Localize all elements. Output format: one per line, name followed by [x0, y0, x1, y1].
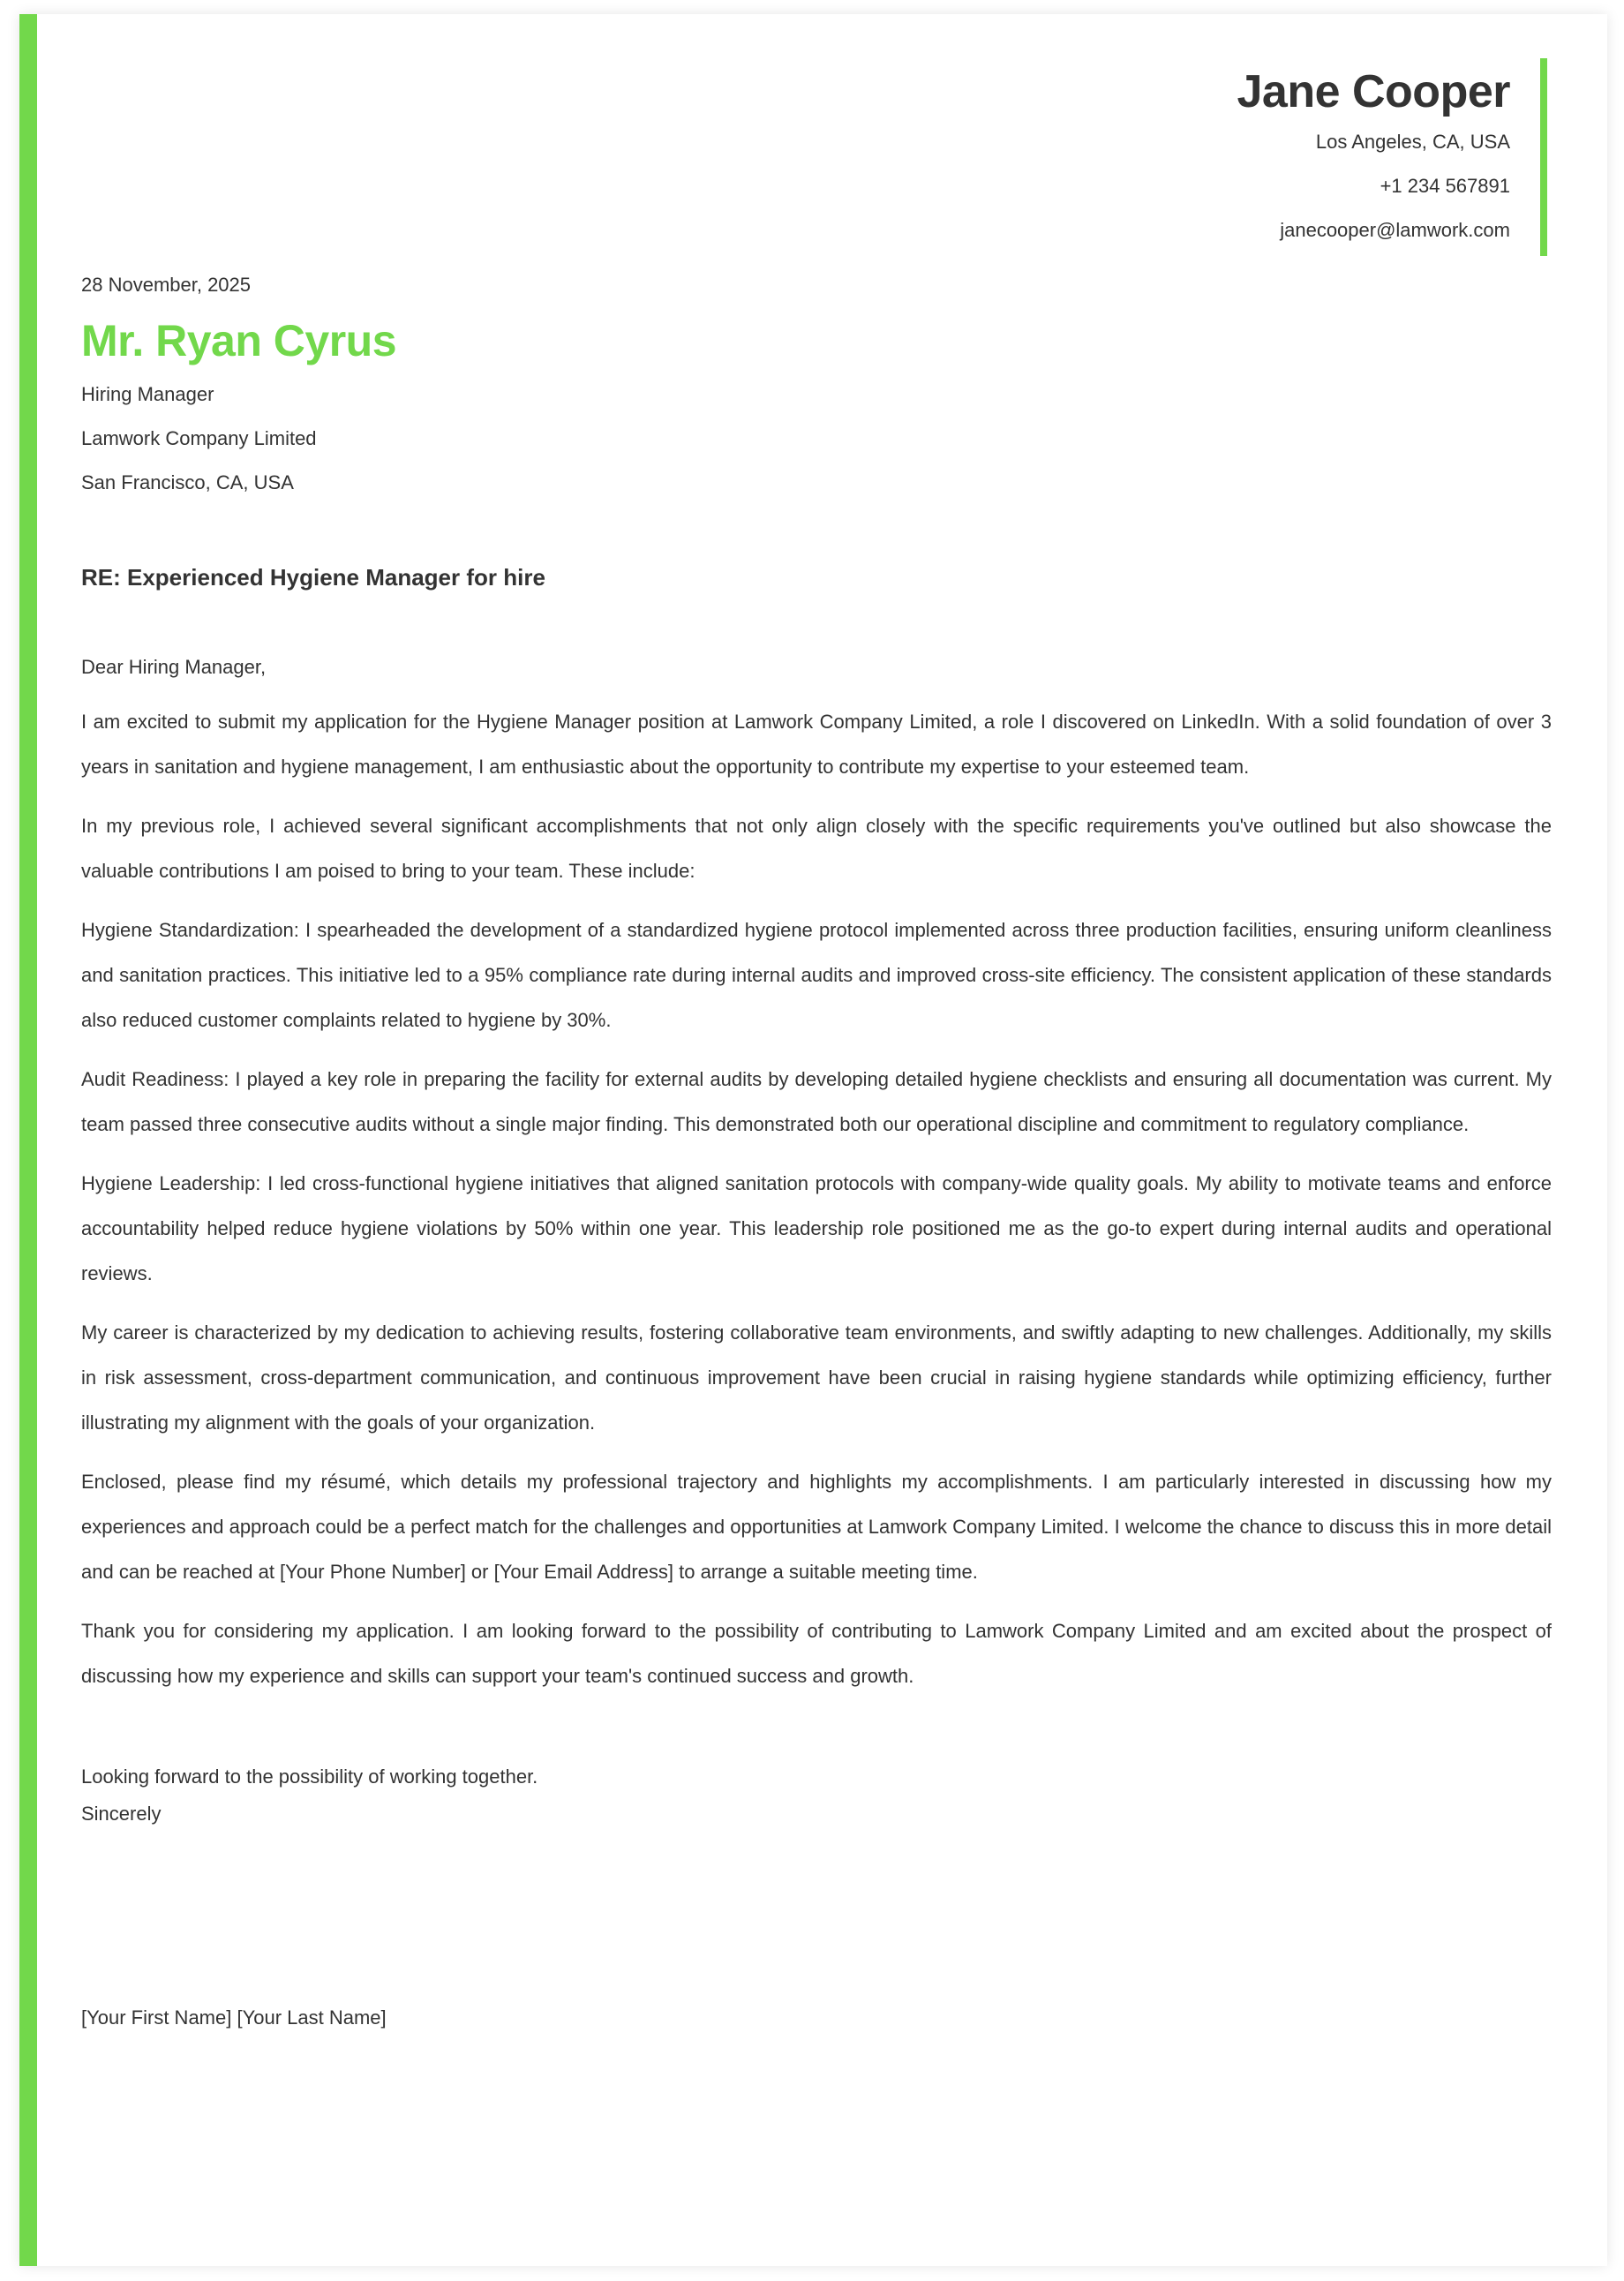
letter-page [19, 14, 1607, 2266]
paragraph-intro: I am excited to submit my application for the Hygiene Manager position at Lamwork Company Limited, a role I discovered on LinkedIn. With a solid foundation of over 3 years in sanitation and hygiene management, I am enthusiastic about the opportunity to contribute my expertise to your esteemed team. [81, 711, 1552, 778]
recipient-name: Mr. Ryan Cyrus [81, 316, 397, 365]
recipient-location: San Francisco, CA, USA [81, 471, 294, 493]
paragraph-audit-readiness: Audit Readiness: I played a key role in preparing the facility for external audits by developing detailed hygiene checklists and ensuring all documentation was current. My team passed three consecutive audits without a single major finding. This demonstrated both our operational discipline and commitment to regulatory compliance. [81, 1068, 1552, 1135]
letter-subject: RE: Experienced Hygiene Manager for hire [81, 564, 545, 591]
sender-name: Jane Cooper [1237, 66, 1510, 117]
sign-off: Sincerely [81, 1803, 162, 1825]
sender-phone: +1 234 567891 [1380, 175, 1510, 197]
closing-block [81, 1755, 1552, 1829]
paragraph-hygiene-standardization: Hygiene Standardization: I spearheaded the development of a standardized hygiene protocol implemented across three production facilities, ensuring uniform cleanliness and sanitation practices. This initiative led to a 95% compliance rate during internal audits and improved cross-site efficiency. The consistent application of these standards also reduced customer complaints related to hygiene by 30%. [81, 919, 1552, 1031]
recipient-title: Hiring Manager [81, 383, 214, 405]
sender-email: janecooper@lamwork.com [1280, 219, 1510, 241]
recipient-company: Lamwork Company Limited [81, 427, 317, 449]
sender-header [1237, 58, 1547, 256]
closing-line: Looking forward to the possibility of working together. [81, 1765, 538, 1788]
letter-date: 28 November, 2025 [81, 274, 252, 296]
paragraph-thank-you: Thank you for considering my application. I am looking forward to the possibility of contributing to Lamwork Company Limited and am excited about the prospect of discussing how my experience and skills can support your team's continued success and growth. [81, 1620, 1552, 1687]
letter-body [81, 270, 1552, 2036]
paragraph-hygiene-leadership: Hygiene Leadership: I led cross-functional hygiene initiatives that aligned sanitation protocols with company-wide quality goals. My ability to motivate teams and enforce accountability helped reduce hygiene violations by 50% within one year. This leadership role positioned me as the go-to expert during internal audits and operational reviews. [81, 1172, 1552, 1284]
paragraph-accomplishments: In my previous role, I achieved several significant accomplishments that not only align closely with the specific requirements you've outlined but also showcase the valuable contributions I am poised to bring to your team. These include: [81, 815, 1552, 882]
paragraph-enclosed: Enclosed, please find my résumé, which details my professional trajectory and highlights my accomplishments. I am particularly interested in discussing how my experiences and approach could be a perfect match for the challenges and opportunities at Lamwork Company Limited. I welcome the chance to discuss this in more detail and can be reached at [Your Phone Number] or [Your Email Address] to arrange a suitable meeting time. [81, 1471, 1552, 1583]
paragraph-career: My career is characterized by my dedication to achieving results, fostering collaborative team environments, and swiftly adapting to new challenges. Additionally, my skills in risk assessment, cross-department communication, and continuous improvement have been crucial in raising hygiene standards while optimizing efficiency, further illustrating my alignment with the goals of your organization. [81, 1321, 1552, 1434]
sender-location: Los Angeles, CA, USA [1315, 131, 1510, 153]
letter-greeting: Dear Hiring Manager, [81, 656, 267, 678]
signature-name: [Your First Name] [Your Last Name] [81, 2006, 387, 2029]
left-accent-bar [19, 14, 37, 2266]
